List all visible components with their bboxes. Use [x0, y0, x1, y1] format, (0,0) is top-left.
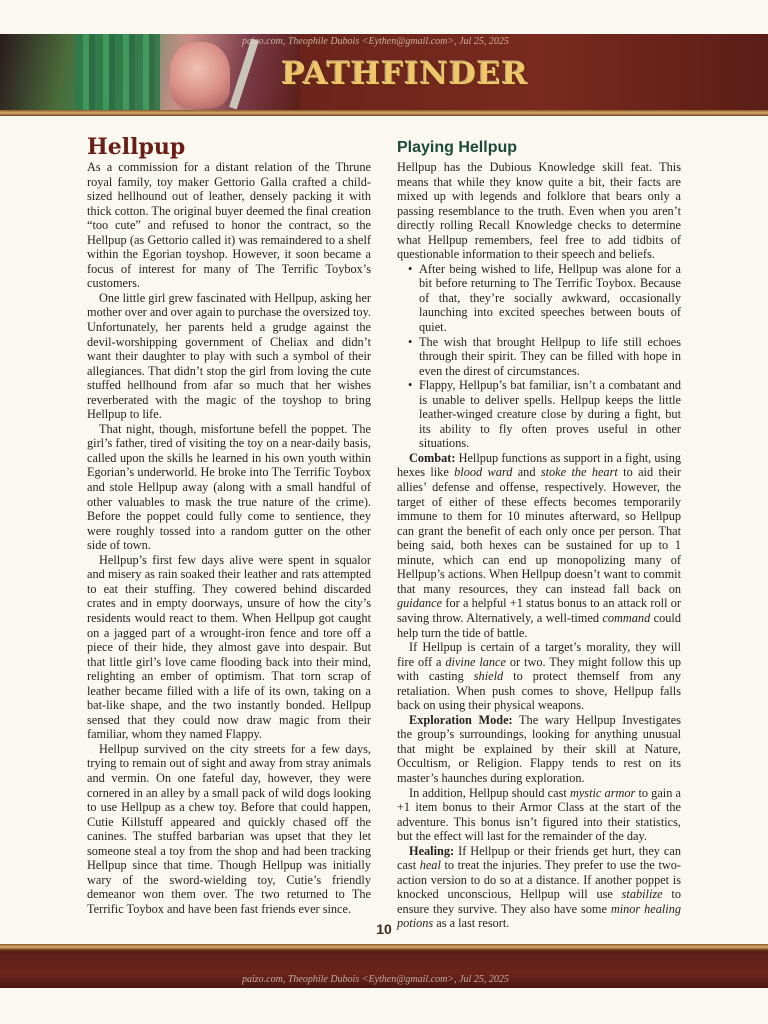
combat-paragraph — [397, 451, 681, 640]
combat-label: Combat: — [409, 450, 456, 465]
paragraph: Hellpup’s first few days alive were spent in squalor and misery as rain soaked their leather and rats attempted to eat their stuffing. They cowered behind discarded crates and in empty doorways, unsure of how the city’s residents would react to them. When Hellpup got caught on a jagged part of a wrought-iron fence and tore off a piece of their hide, they almost gave into despair. But that little girl’s love came flooding back into their mind, relighting an ember of optimism. That torn scrap of leather became filled with a life of its own, taking on a bat-like shape, and the two instantly bonded. Hellpup sensed that they could now draw magic from their familiar, whom they named Flappy. — [87, 552, 371, 742]
text-run: as a last resort. — [433, 916, 510, 931]
spell-name: mystic armor — [569, 785, 636, 800]
text-run: to protect themself from any retaliation. When push comes to shove, Hellpup falls back on using their physical weapons. — [397, 669, 682, 713]
morality-paragraph — [397, 640, 681, 713]
footer-watermark: paizo.com, Theophile Dubois <Eythen@gmail.com>, Jul 25, 2025 — [242, 974, 509, 985]
header-banner — [0, 34, 768, 112]
logo-text: PATHFINDER — [281, 56, 529, 92]
spell-name: heal — [419, 858, 441, 873]
text-run: to treat the injuries. They prefer to use the two-action version to do so at a distance. If another poppet is knocked unconscious, Hellpup will use — [397, 858, 681, 902]
text-run: for a helpful +1 status bonus to an attack roll or saving throw. Alternatively, a well-timed — [397, 596, 681, 625]
list-item: • The wish that brought Hellpup to life still echoes through their spirit. They can be filled with hope in even the direst of circumstances. — [419, 335, 681, 379]
spell-name: shield — [473, 669, 504, 684]
sword-art — [229, 39, 259, 110]
text-run: to gain a +1 item bonus to their Armor Class at the start of the adventure. This bonus isn’t figured into their statistics, but the effect will last for the remainder of the day. — [397, 785, 681, 844]
text-run: to ensure they survive. They also have some — [397, 887, 681, 916]
page-number: 10 — [376, 921, 392, 937]
spell-name: divine lance — [445, 654, 506, 669]
spell-name: stoke the heart — [540, 465, 618, 480]
text-run: and — [512, 465, 541, 480]
header-trim — [0, 110, 768, 116]
header-watermark: paizo.com, Theophile Dubois <Eythen@gmail.com>, Jul 25, 2025 — [242, 36, 509, 47]
curtain-art — [75, 34, 160, 112]
exploration-label: Exploration Mode: — [409, 712, 513, 727]
list-item: • Flappy, Hellpup’s bat familiar, isn’t a combatant and is unable to deliver spells. Hellpup keeps the little leather-winged creature close by during a fight, but its ability to fly often proves useful in other situations. — [419, 378, 681, 451]
text-run: If Hellpup is certain of a target’s morality, they will fire off a — [397, 640, 681, 669]
character-art — [170, 42, 230, 108]
section-title: Hellpup — [87, 134, 186, 160]
healing-paragraph — [397, 844, 681, 931]
footer-bar — [0, 944, 768, 988]
spell-name: guidance — [397, 596, 443, 611]
text-run: The wary Hellpup Investigates the group’s surroundings, looking for anything unusual that might be explained by their skill at Nature, Occultism, or Religion. Flappy tends to rest on its master’s haunches during exploration. — [397, 712, 681, 785]
healing-label: Healing: — [409, 843, 455, 858]
paragraph: Hellpup has the Dubious Knowledge skill feat. This means that while they know quite a bit, their facts are mixed up with legends and folklore that bears only a passing resemblance to the truth. Even when you aren’t directly rolling Recall Knowledge checks to determine what Hellpup remembers, feel free to add tidbits of questionable information to their speech and beliefs. — [397, 160, 681, 262]
text-run: or two. They might follow this up with casting — [397, 654, 681, 684]
paragraph: One little girl grew fascinated with Hellpup, asking her mother over and over again to purchase the oversized toy. Unfortunately, her parents held a grudge against the devil-worshipping government of Cheliax and didn’t want their daughter to play with such a symbol of their allegiances. That didn’t stop the girl from loving the cute stuffed hellhound from afar so much that her wishes reverberated with the magic of the toyshop to bring Hellpup to life. — [87, 290, 371, 422]
spell-name: blood ward — [454, 465, 513, 480]
spell-name: command — [602, 610, 651, 625]
text-run: to aid their allies’ defense and offense, respectively. However, the target of either of these effects becomes temporarily immune to them for 10 minutes afterward, so Hellpup can grant the benefit of each only once per person. That being said, both hexes can be sustained for up to 1 minute, which can end up monopolizing many of Hellpup’s actions. When Hellpup doesn’t want to commit that many resources, they can instead fall back on — [397, 465, 681, 596]
text-run: In addition, Hellpup should cast — [409, 785, 570, 800]
paragraph: That night, though, misfortune befell the poppet. The girl’s father, tired of visiting the toy on a near-daily basis, called upon the skills he learned in his own youth within Egorian’s underworld. He broke into The Terrific Toybox and stole Hellpup away (along with a small handful of other valuables to mask the true nature of the crime). Before the poppet could fully come to sentience, they were roughly tossed into a random gutter on the other side of town. — [87, 421, 371, 553]
paragraph: As a commission for a distant relation of the Thrune royal family, toy maker Gettorio Galla crafted a child-sized hellhound out of leather, densely packing it with thick cotton. The original buyer deemed the final creation “too cute” and refused to honor the contract, so the Hellpup (as Gettorio called it) was remaindered to a shelf within the Egorian toyshop. However, it soon became a focus of interest for many of The Terrific Toybox’s customers. — [87, 160, 371, 291]
text-run: could help turn the tide of battle. — [397, 610, 681, 640]
pathfinder-logo — [281, 52, 529, 96]
armor-paragraph — [397, 786, 681, 844]
bullet-list — [397, 262, 681, 451]
text-run: If Hellpup or their friends get hurt, they can cast — [397, 843, 681, 873]
right-column — [397, 130, 681, 931]
exploration-paragraph — [397, 713, 681, 786]
paragraph: Hellpup survived on the city streets for a few days, trying to remain out of sight and away from stray animals and vermin. On one fateful day, however, they were cornered in an alley by a small pack of wild dogs looking to use Hellpup as a chew toy. Before that could happen, Cutie Killstuff appeared and quickly chased off the canines. The stuffed barbarian was upset that they let someone steal a toy from the shop and had been tracking Hellpup since that time. Though Hellpup was initially wary of the sword-wielding toy, Cutie’s friendly demeanor won them over. The two returned to The Terrific Toybox and have been fast friends ever since. — [87, 741, 371, 916]
item-name: minor healing potions — [397, 901, 681, 931]
section-heading: Playing Hellpup — [397, 139, 518, 156]
list-item: • After being wished to life, Hellpup was alone for a bit before returning to The Terrific Toybox. Because of that, they’re socially awkward, occasionally launching into excited speeches between bouts of quiet. — [419, 262, 681, 335]
left-column — [87, 130, 371, 916]
text-run: Hellpup functions as support in a fight, using hexes like — [397, 450, 681, 480]
spell-name: stabilize — [621, 887, 663, 902]
